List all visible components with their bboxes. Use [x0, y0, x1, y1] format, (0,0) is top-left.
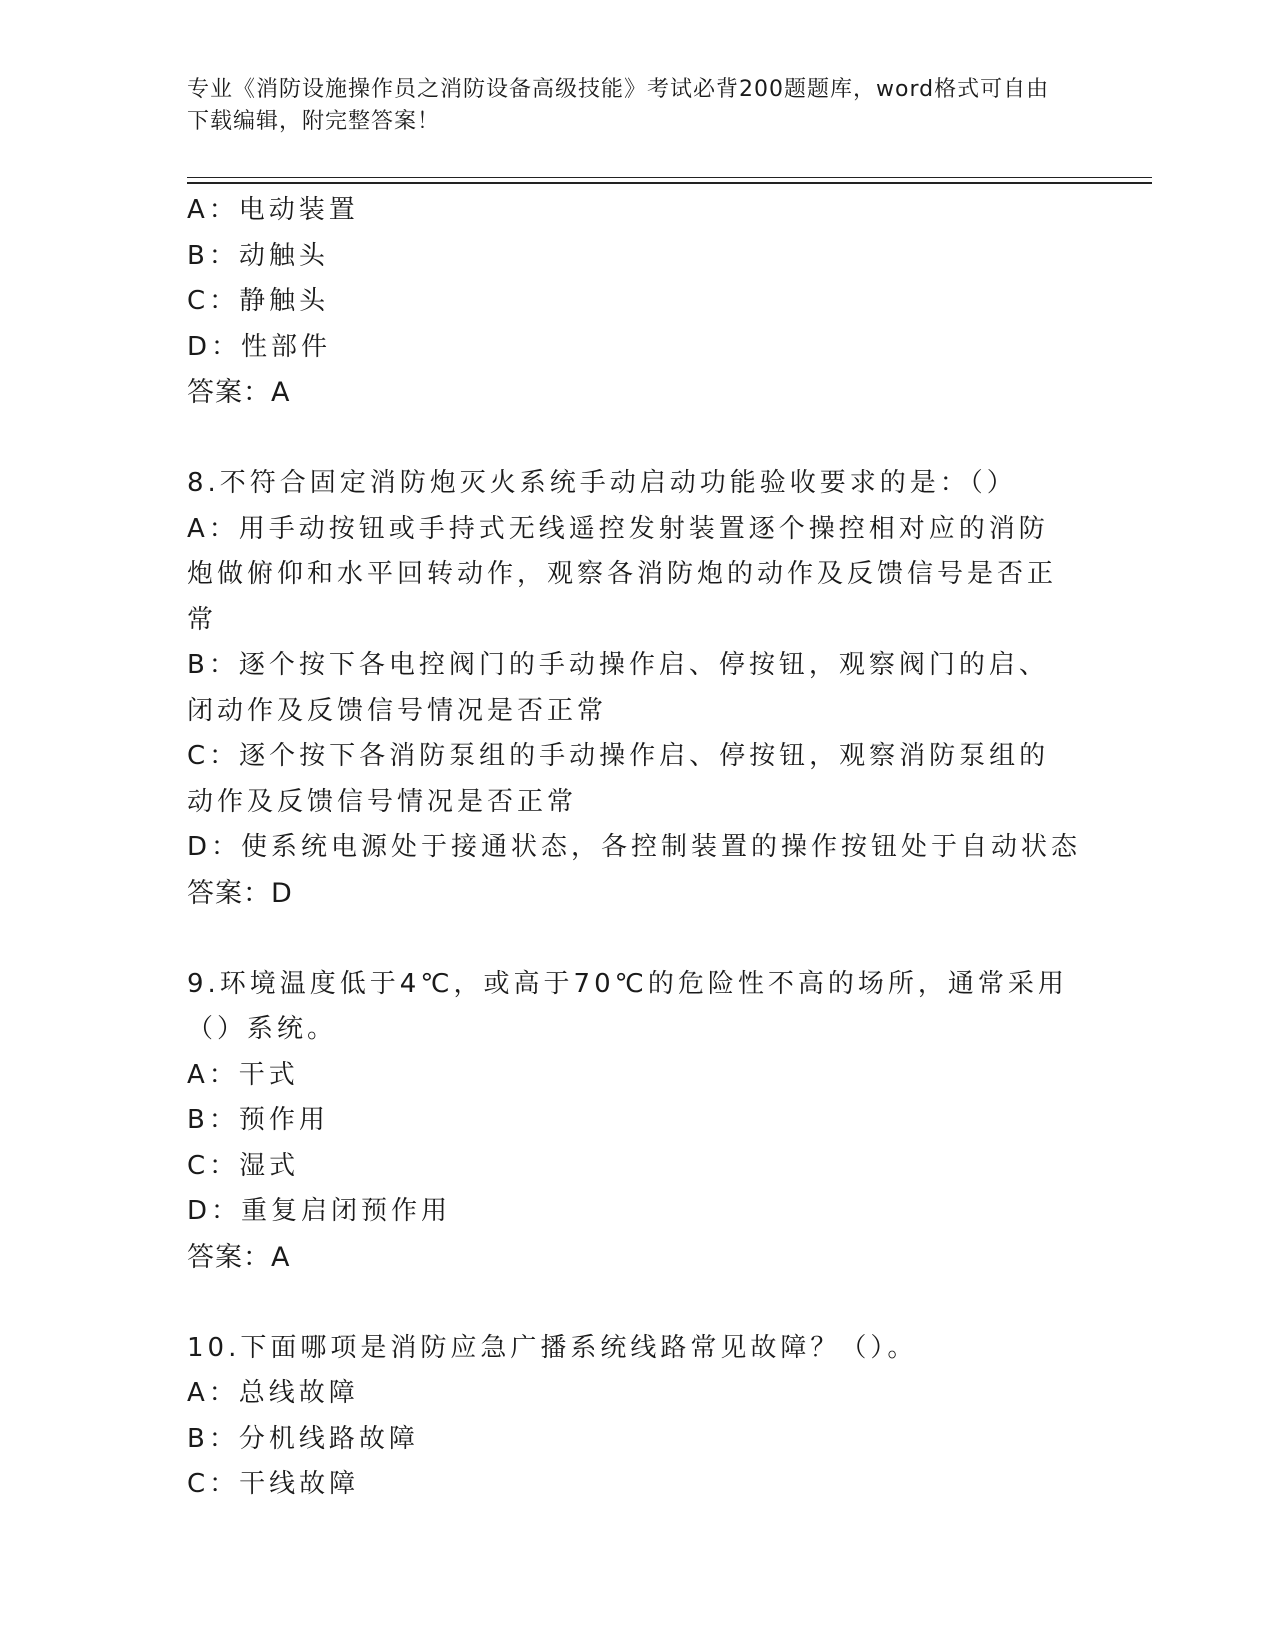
q10-question: 10.下面哪项是消防应急广播系统线路常见故障？（）。	[187, 1332, 918, 1363]
q7-option-d: D：性部件	[187, 331, 332, 362]
q7-option-a: A：电动装置	[187, 195, 359, 225]
spacer	[187, 416, 1077, 462]
q10-option-c: C：干线故障	[187, 1469, 360, 1499]
question-8-block	[187, 461, 1082, 916]
document-header: 专业《消防设施操作员之消防设备高级技能》考试必背200题题库，word格式可自由下载编辑，附完整答案！	[187, 77, 1050, 134]
q9-option-a: A：干式	[187, 1059, 299, 1090]
question-7-block	[187, 188, 1077, 416]
question-content	[187, 188, 1082, 1508]
q9-option-c: C：湿式	[187, 1150, 300, 1181]
spacer	[187, 916, 1077, 962]
q9-option-b: B：预作用	[187, 1105, 329, 1135]
q7-answer: 答案：A	[187, 377, 291, 408]
q8-option-b: B：逐个按下各电控阀门的手动操作启、停按钮，观察阀门的启、闭动作及反馈信号情况是否正常	[187, 650, 1049, 726]
header-rule-thick	[187, 182, 1152, 184]
q8-question: 8.不符合固定消防炮灭火系统手动启动功能验收要求的是：（）	[187, 468, 1017, 498]
q7-option-b: B：动触头	[187, 240, 329, 271]
q10-option-b: B：分机线路故障	[187, 1423, 419, 1454]
q8-answer: 答案：D	[187, 877, 293, 909]
q10-option-a: A：总线故障	[187, 1378, 359, 1408]
question-9-block	[187, 962, 1077, 1281]
q9-option-d: D：重复启闭预作用	[187, 1196, 452, 1226]
question-10-block	[187, 1326, 1077, 1508]
q8-option-c: C：逐个按下各消防泵组的手动操作启、停按钮，观察消防泵组的动作及反馈信号情况是否正常	[187, 741, 1050, 817]
q9-answer: 答案：A	[187, 1241, 291, 1273]
q9-question: 9.环境温度低于4℃，或高于70℃的危险性不高的场所，通常采用（）系统。	[187, 968, 1068, 1044]
spacer	[187, 1280, 1077, 1326]
q8-option-a: A：用手动按钮或手持式无线遥控发射装置逐个操控相对应的消防炮做俯仰和水平回转动作，观察各消防炮的动作及反馈信号是否正常	[187, 513, 1058, 635]
q8-option-d: D：使系统电源处于接通状态，各控制装置的操作按钮处于自动状态	[187, 832, 1082, 862]
q7-option-c: C：静触头	[187, 286, 330, 316]
header-rule-thin	[187, 177, 1152, 178]
